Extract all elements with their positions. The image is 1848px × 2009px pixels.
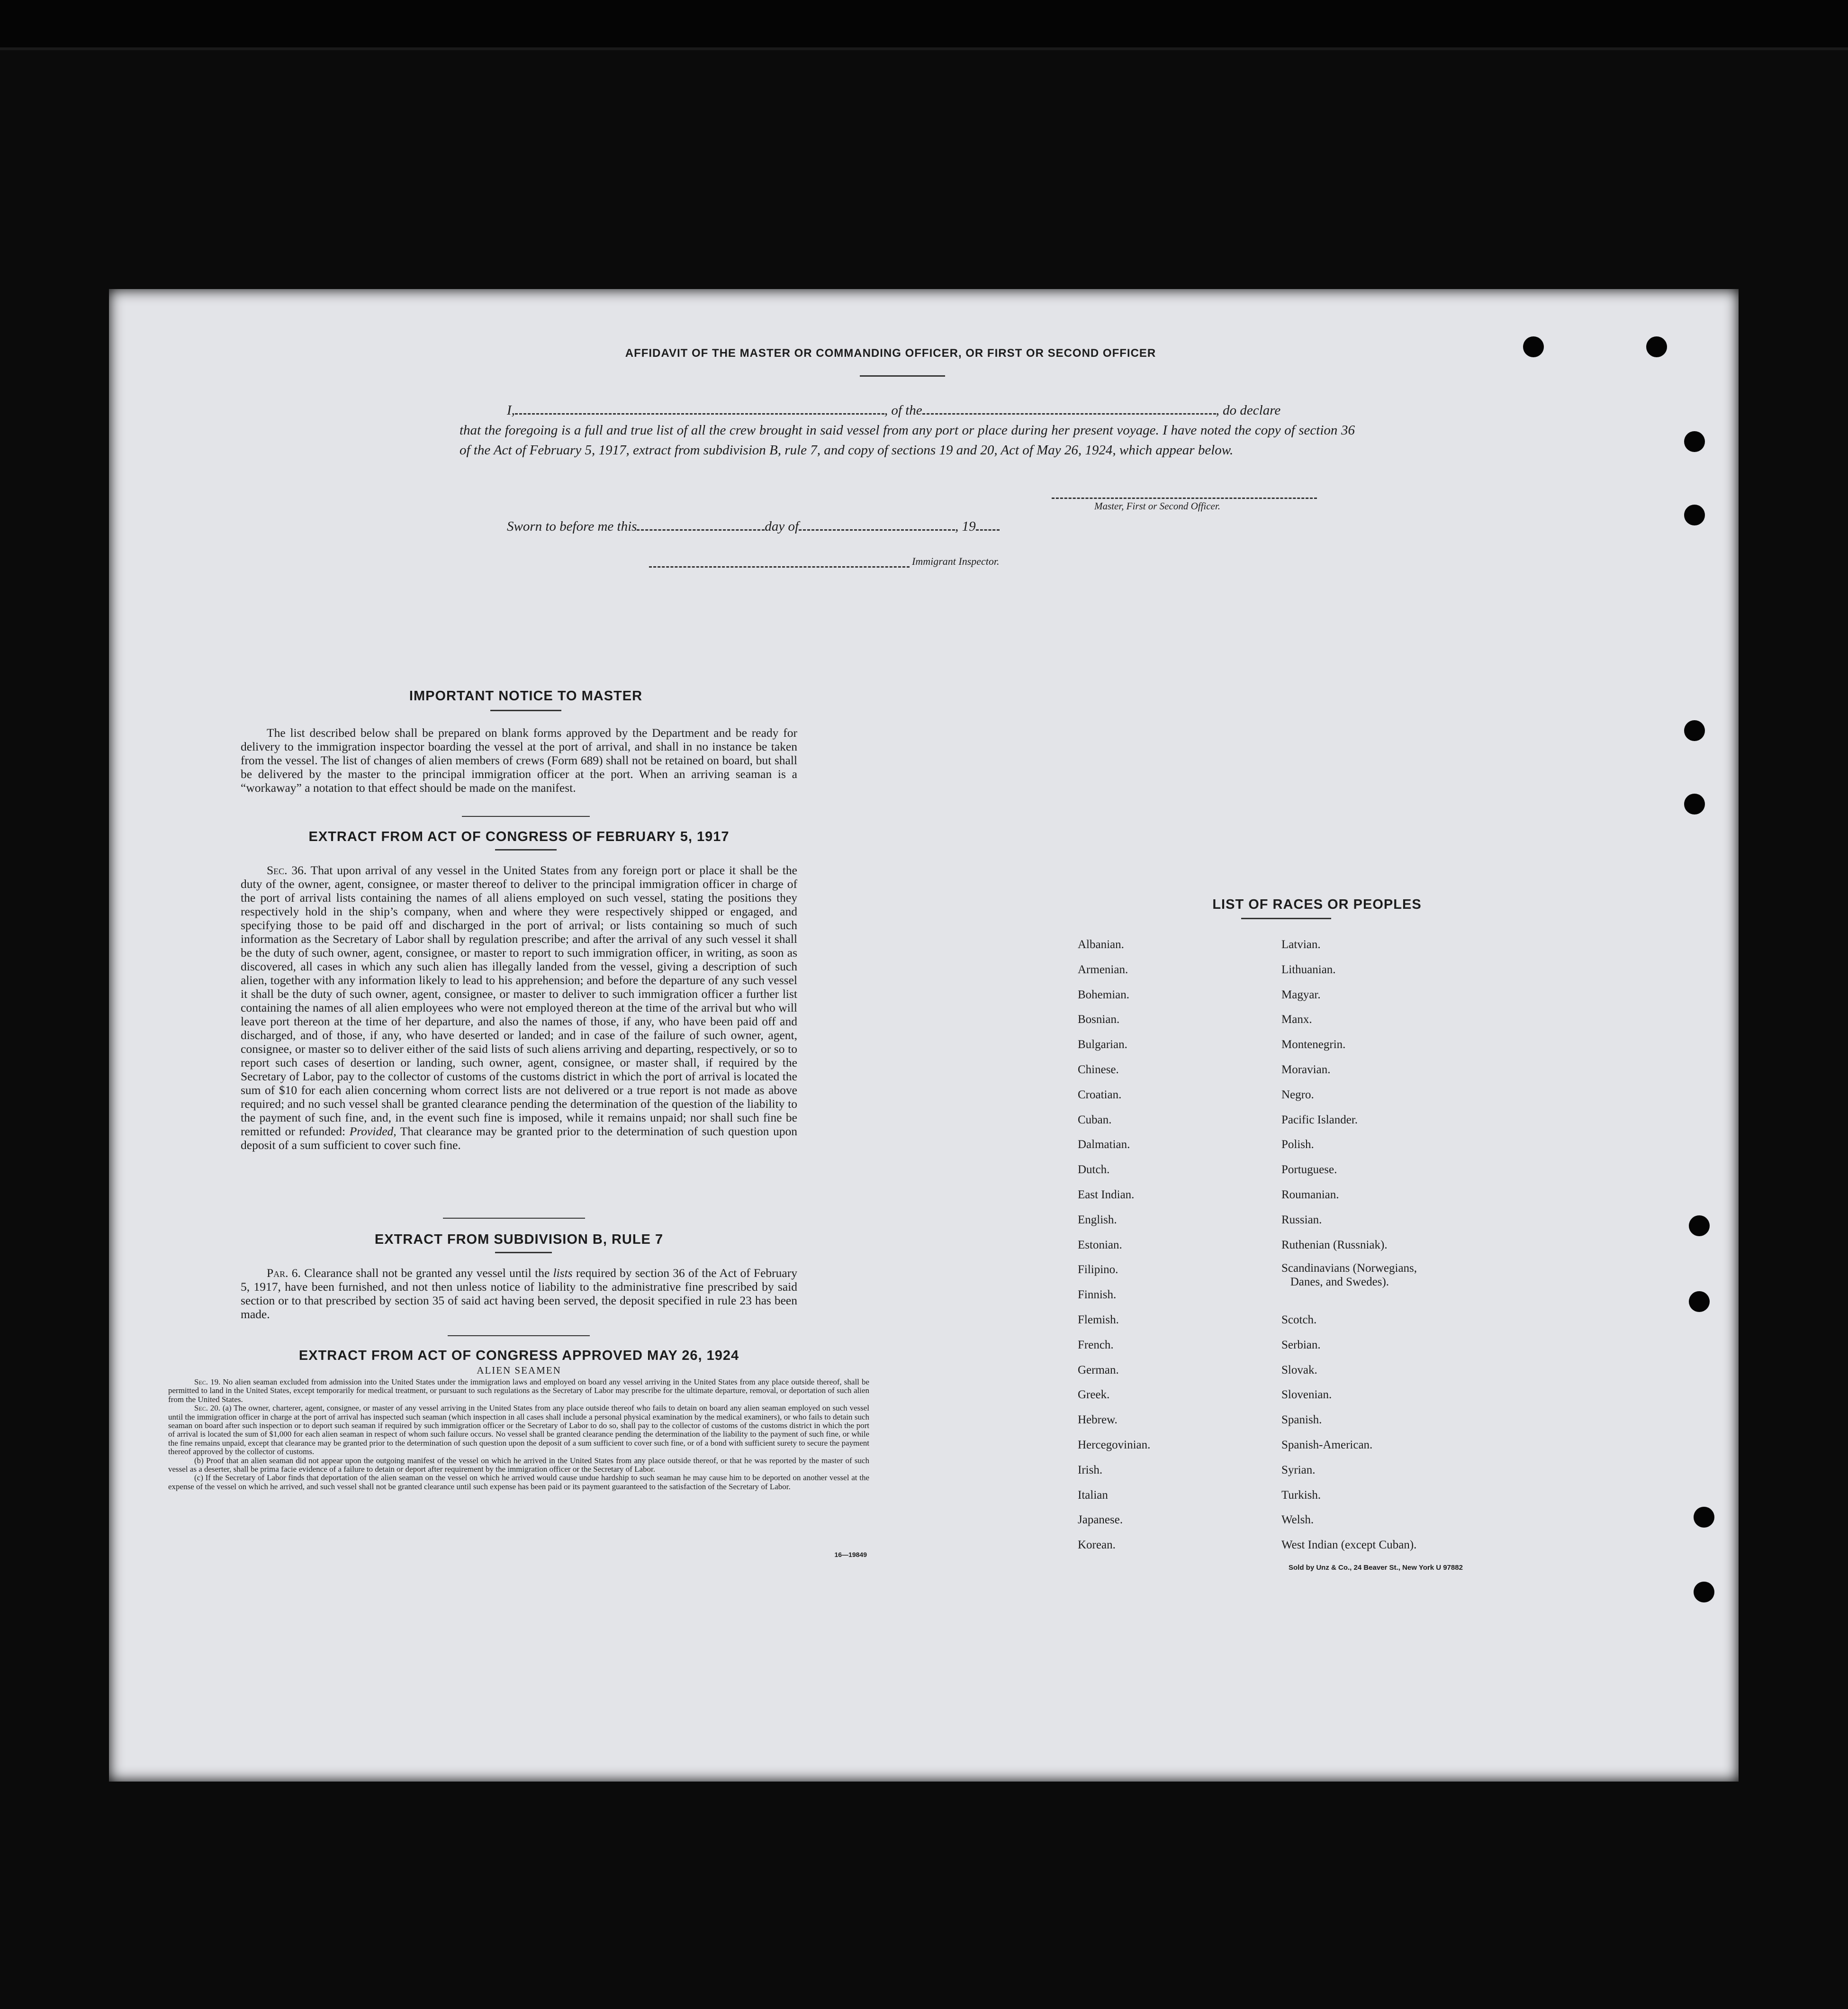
notice-underline (490, 710, 561, 711)
lists-term: lists (553, 1266, 573, 1280)
race-item: Welsh. (1281, 1513, 1314, 1527)
race-item: Slovenian. (1281, 1388, 1332, 1402)
sec-20a-paragraph (168, 1404, 869, 1456)
rule-7-body (241, 1266, 797, 1321)
declare-label: , do declare (1216, 403, 1281, 418)
punch-hole (1684, 431, 1705, 452)
sworn-month-blank[interactable] (799, 529, 955, 531)
race-item: Dalmatian. (1078, 1138, 1130, 1151)
race-item: Portuguese. (1281, 1163, 1337, 1176)
race-item: Bosnian. (1078, 1013, 1120, 1026)
divider (462, 816, 590, 817)
par-6-text-a: Clearance shall not be granted any vessel until the (304, 1266, 550, 1280)
race-item: Russian. (1281, 1213, 1322, 1226)
punch-hole (1684, 505, 1705, 525)
race-item: Filipino. (1078, 1263, 1118, 1276)
seller-imprint: Sold by Unz & Co., 24 Beaver St., New York U 97882 (1289, 1564, 1463, 1572)
master-signature-line[interactable] (1052, 498, 1317, 499)
day-of-label: day of (765, 519, 799, 534)
race-item: Latvian. (1281, 938, 1321, 951)
sworn-year-blank[interactable] (976, 529, 1000, 531)
races-underline (1241, 918, 1331, 919)
race-item: English. (1078, 1213, 1117, 1226)
declarant-label: I, (507, 403, 515, 418)
race-item: Spanish. (1281, 1413, 1322, 1427)
sec-36-text: That upon arrival of any vessel in the United States from any foreign port or place it shall be the duty of the owner, agent, consignee, or master thereof to deliver to the principal immigration officer in charge of the port of arrival lists containing the names of all aliens employed on such vessel, stating the positions they respectively hold in the ship’s company, when and where they were respectively shipped or engaged, and specifying those to be paid off and discharged in the port of arrival; or lists containing so much of such information as the Secretary of Labor shall by regulation prescribe; and after the arrival of any such vessel it shall be the duty of such owner, agent, consignee, or master to report to such immigration officer, in writing, as soon as discovered, all cases in which any such alien has illegally landed from the vessel, giving a description of such alien, together with any information likely to lead to his apprehension; and before the departure of any such vessel it shall be the duty of such owner, agent, consignee, or master to deliver to such immigration officer a further list containing the names of all alien employees who were not employed thereon at the time of the arrival but who will leave port thereon at the time of her departure, and also the names of those, if any, who have been paid off and discharged, and of those, if any, who have deserted or landed; and in case of the failure of such owner, agent, consignee, or master so to deliver either of the said lists of such aliens arriving and departing, respectively, or so to report such cases of desertion or landing, such owner, agent, consignee, or master shall, if required by the Secretary of Labor, pay to the collector of customs of the customs district in which the port of arrival is located the sum of $10 for each alien concerning whom correct lists are not delivered or a true report is not made as above required; and no such vessel shall be granted clearance pending the determination of the question of the liability to the payment of such fine, and, in the event such fine is imposed, while it remains unpaid; nor shall such fine be remitted or refunded: (241, 863, 797, 1138)
race-item: East Indian. (1078, 1188, 1135, 1201)
race-item: Polish. (1281, 1138, 1314, 1151)
extract-1924-title: EXTRACT FROM ACT OF CONGRESS APPROVED MAY 26, 1924 (298, 1348, 739, 1363)
race-item: Estonian. (1078, 1238, 1122, 1251)
sec-19-text: No alien seaman excluded from admission into the United States under the immigration laws and employed on board any vessel arriving in the United States from any place outside thereof, shall be permitted to land in the United States, except temporarily for medical treatment, or pursuant to such regulations as the Secretary of Labor may prescribe for the ultimate departure, removal, or deportation of such alien from the United States. (168, 1377, 870, 1404)
sworn-line (507, 516, 1123, 536)
race-item: Armenian. (1078, 963, 1128, 976)
race-item: Turkish. (1281, 1488, 1321, 1502)
affidavit-declaration-line (460, 400, 1355, 420)
race-item: Irish. (1078, 1463, 1103, 1476)
sec-19-label: Sec. 19. (194, 1377, 221, 1386)
race-item: Scandinavians (Norwegians, Danes, and Swedes). (1281, 1262, 1417, 1289)
provided-term: Provided, (349, 1124, 397, 1138)
race-item: Bohemian. (1078, 988, 1130, 1001)
punch-hole (1689, 1215, 1710, 1236)
affidavit-title: AFFIDAVIT OF THE MASTER OR COMMANDING OFFICER, OR FIRST OR SECOND OFFICER (625, 347, 1156, 360)
extract-1924-body (168, 1378, 869, 1491)
race-item: German. (1078, 1363, 1119, 1376)
race-item: Scotch. (1281, 1313, 1317, 1326)
master-signature-label: Master, First or Second Officer. (1094, 500, 1220, 512)
form-number: 16—19849 (834, 1551, 867, 1558)
race-item: Slovak. (1281, 1363, 1317, 1376)
race-item: Ruthenian (Russniak). (1281, 1238, 1388, 1251)
race-item: Dutch. (1078, 1163, 1110, 1176)
document-sheet (109, 289, 1739, 1782)
sworn-label: Sworn to before me this (507, 519, 637, 534)
race-item: Spanish-American. (1281, 1438, 1373, 1451)
punch-hole (1689, 1291, 1710, 1312)
extract-1917-underline (495, 849, 557, 851)
rule-7-title: EXTRACT FROM SUBDIVISION B, RULE 7 (374, 1232, 664, 1247)
affidavit-body: that the foregoing is a full and true list of all the crew brought in said vessel from any port or place during her present voyage. I have noted the copy of section 36 of the Act of February 5, 1917, extract from subdivision B, rule 7, and copy of sections 19 and 20, Act of May 26, 1924, which appear below. (460, 423, 1355, 458)
race-item: Lithuanian. (1281, 963, 1336, 976)
race-item: Roumanian. (1281, 1188, 1339, 1201)
extract-1917-body (241, 863, 797, 1152)
vessel-name-blank[interactable] (922, 413, 1216, 415)
race-item: West Indian (except Cuban). (1281, 1538, 1417, 1552)
punch-hole (1684, 794, 1705, 814)
year-label: , 19 (955, 519, 976, 534)
sec-36-proviso: That clearance may be granted prior to the determination of such question upon deposit of a sum sufficient to cover such fine. (241, 1124, 798, 1152)
extract-1924-subtitle: ALIEN SEAMEN (477, 1365, 561, 1376)
punch-hole (1684, 720, 1705, 741)
race-item: Negro. (1281, 1088, 1314, 1101)
race-item: Finnish. (1078, 1288, 1117, 1302)
notice-title: IMPORTANT NOTICE TO MASTER (409, 688, 643, 704)
notice-body: The list described below shall be prepared on blank forms approved by the Department and be ready for delivery to the immigration inspector boarding the vessel at the port of arrival, and shall in no instance be taken from the vessel. The list of changes of alien members of crews (Form 689) shall not be retained on board, but shall be delivered by the master to the principal immigration officer at the port. When an arriving seaman is a “workaway” a notation to that effect should be made on the manifest. (241, 726, 797, 795)
punch-hole (1694, 1507, 1714, 1528)
race-item: Korean. (1078, 1538, 1116, 1552)
inspector-signature-label: Immigrant Inspector. (912, 555, 1000, 567)
race-item: Montenegrin. (1281, 1038, 1346, 1051)
race-item: Japanese. (1078, 1513, 1123, 1527)
declarant-name-blank[interactable] (515, 413, 884, 415)
race-item: Moravian. (1281, 1063, 1331, 1076)
sec-20b-paragraph: (b) Proof that an alien seaman did not appear upon the outgoing manifest of the vessel on which he arrived in the United States from any place outside thereof, or that he was reported by the master of such vessel as a deserter, shall be prima facie evidence of a failure to detain or deport after requirement by the immigration officer or the Secretary of Labor. (168, 1456, 869, 1474)
race-item: Magyar. (1281, 988, 1321, 1001)
divider (448, 1335, 590, 1336)
races-title: LIST OF RACES OR PEOPLES (1212, 897, 1422, 912)
race-item: Hercegovinian. (1078, 1438, 1151, 1451)
title-underline (860, 375, 945, 377)
race-item: Greek. (1078, 1388, 1110, 1402)
races-column-2 (1281, 932, 1490, 1558)
inspector-signature-line[interactable] (649, 566, 910, 568)
race-item: Albanian. (1078, 938, 1124, 951)
film-edge (0, 0, 1848, 50)
punch-hole (1646, 336, 1667, 357)
race-item: Hebrew. (1078, 1413, 1118, 1427)
vessel-label: , of the (884, 403, 922, 418)
punch-hole (1694, 1582, 1714, 1602)
race-item: French. (1078, 1338, 1114, 1351)
race-item: Bulgarian. (1078, 1038, 1127, 1051)
extract-1917-title: EXTRACT FROM ACT OF CONGRESS OF FEBRUARY 5, 1917 (308, 829, 730, 844)
sworn-day-blank[interactable] (637, 529, 765, 531)
race-item: Croatian. (1078, 1088, 1122, 1101)
sec-36-label: Sec. 36. (267, 863, 307, 877)
race-item: Cuban. (1078, 1113, 1112, 1126)
sec-20a-text: (a) The owner, charterer, agent, consignee, or master of any vessel arriving in the United States from any place outside thereof who fails to detain on board any alien seaman employed on such vessel until the immigration officer in charge at the port of arrival has inspected such seaman (which inspection in all cases shall include a personal physical examination by the medical examiners), or who fails to detain such seaman on board after such inspection or to deport such seaman if required by such immigration officer or the Secretary of Labor to do so, shall pay to the collector of customs of the customs district in which the port of arrival is located the sum of $1,000 for each alien seaman in respect of whom such failure occurs. No vessel shall be granted clearance pending the determination of the liability to the payment of such fine, or while the fine remains unpaid, except that clearance may be granted prior to the determination of such question upon the deposit of a sum sufficient to cover such fine, or of a bond with sufficient surety to secure the payment thereof approved by the collector of customs. (168, 1403, 869, 1457)
sec-19-paragraph (168, 1378, 869, 1404)
race-item: Pacific Islander. (1281, 1113, 1358, 1126)
race-item: Flemish. (1078, 1313, 1119, 1326)
par-6-text-b: required by section 36 of the Act of February 5, 1917, have been furnished, and not then unless notice of liability to the administrative fine prescribed by said section or to that prescribed by section 35 of said act having been served, the deposit specified in rule 23 has been made. (241, 1266, 797, 1321)
par-6-label: Par. 6. (267, 1266, 301, 1280)
races-column-1 (1078, 932, 1253, 1558)
sec-20-label: Sec. 20. (194, 1403, 221, 1413)
rule-7-underline (495, 1252, 552, 1253)
sec-20c-paragraph: (c) If the Secretary of Labor finds that deportation of the alien seaman on the vessel on which he arrived would cause undue hardship to such seaman he may cause him to be deported on another vessel at the expense of the vessel on which he arrived, and such vessel shall not be granted clearance until such expense has been paid or its payment guaranteed to the satisfaction of the Secretary of Labor. (168, 1473, 869, 1491)
race-item: Chinese. (1078, 1063, 1119, 1076)
race-item: Syrian. (1281, 1463, 1316, 1476)
punch-hole (1523, 336, 1544, 357)
divider (443, 1218, 585, 1219)
race-item: Serbian. (1281, 1338, 1321, 1351)
race-item: Italian (1078, 1488, 1108, 1502)
race-item: Manx. (1281, 1013, 1312, 1026)
